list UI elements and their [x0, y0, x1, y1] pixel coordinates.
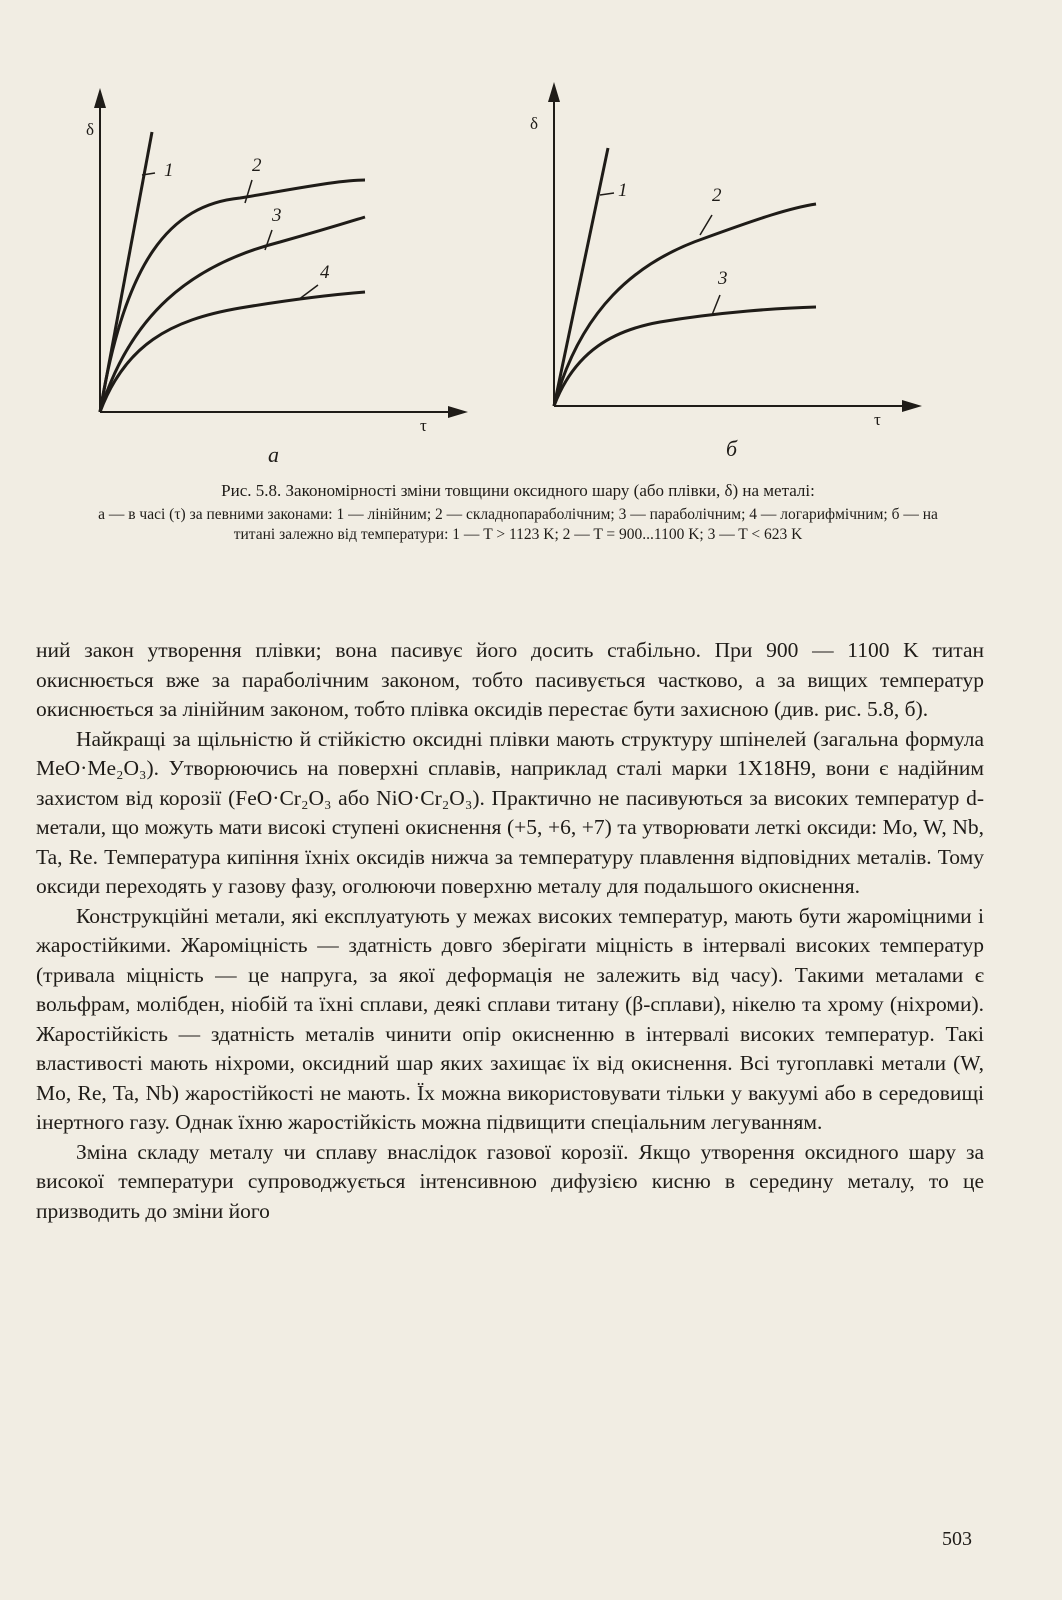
- figure-panel-b: [530, 80, 920, 480]
- y-axis-label: δ: [530, 114, 539, 133]
- curve-1: [554, 148, 608, 406]
- curve-4: [100, 292, 365, 412]
- paragraph: Зміна складу металу чи сплаву внаслідок газової корозії. Якщо утворення оксидного шару за високої температури супроводжується інтенсивною дифузією кисню в середину металу, то це призводить до зміни його: [36, 1139, 984, 1223]
- curve-3-label: 3: [272, 205, 282, 226]
- body-text: [36, 636, 984, 1226]
- curve-3: [554, 307, 816, 406]
- curve-2: [554, 204, 816, 406]
- caption-main: Рис. 5.8. Закономірності зміни товщини оксидного шару (або плівки, δ) на металі:: [221, 481, 815, 500]
- curve-4-label: 4: [320, 262, 330, 283]
- page-number: 503: [942, 1528, 972, 1550]
- figure-panel-a: [80, 80, 460, 480]
- curve-2-label: 2: [252, 155, 262, 176]
- caption-sub: а — в часі (τ) за певними законами: 1 — лінійним; 2 — складнопараболічним; 3 — параболічним; 4 — логарифмічним; б — на титані залежно від температури: 1 — T > 1123 K; 2 — T = 900...1100 K; 3 — T < 623 K: [98, 506, 938, 543]
- graph-b: [540, 80, 920, 480]
- paragraph: ний закон утворення плівки; вона пасивує його досить стабільно. При 900 — 1100 K титан окиснюється вже за параболічним законом, тобто пасивується частково, а за вищих температур окиснюється за лінійним законом, тобто плівка оксидів перестає бути захисною (див. рис. 5.8, б).: [36, 638, 984, 721]
- curve-2-label: 2: [712, 185, 722, 206]
- x-axis-label: τ: [420, 416, 427, 435]
- y-axis-label: δ: [86, 120, 95, 139]
- curve-3: [100, 217, 365, 412]
- curve-1-label: 1: [618, 180, 628, 201]
- figure-caption: [78, 480, 958, 545]
- curve-3-label: 3: [718, 268, 728, 289]
- panel-b-label: б: [726, 436, 738, 461]
- curve-1-label: 1: [164, 160, 174, 181]
- graph-a: [80, 80, 460, 480]
- panel-a-label: а: [268, 442, 279, 467]
- x-axis-label: τ: [874, 410, 881, 429]
- paragraph: Конструкційні метали, які експлуатують у межах високих температур, мають бути жароміцними і жаростійкими. Жароміцність — здатність довго зберігати міцність в інтервалі високих температур (тривала міцність — це напруга, за якої деформація не залежить від часу). Такими металами є вольфрам, молібден, ніобій та їхні сплави, деякі сплави титану (β-сплави), нікелю та хрому (ніхроми). Жаростійкість — здатність металів чинити опір окисненню в інтервалі високих температур. Такі властивості мають ніхроми, оксидний шар яких захищає їх від окиснення. Всі тугоплавкі метали (W, Mo, Re, Ta, Nb) жаростійкості не мають. Їх можна використовувати тільки у вакуумі або в середовищі інертного газу. Однак їхню жаростійкість можна підвищити спеціальним легуванням.: [36, 903, 984, 1134]
- paragraph: Найкращі за щільністю й стійкістю оксидні плівки мають структуру шпінелей (загальна формула MeO·Me₂O₃). Утворюючись на поверхні сплавів, наприклад сталі марки 1X18H9, вони є надійним захистом від корозії (FeO·Cr₂O₃ або NiO·Cr₂O₃). Практично не пасивуються за високих температур d-метали, що можуть мати високі ступені окиснення (+5, +6, +7) та утворювати леткі оксиди: Mo, W, Nb, Ta, Re. Температура кипіння їхніх оксидів нижча за температуру плавлення відповідних металів. Тому оксиди переходять у газову фазу, оголюючи поверхню металу для подальшого окиснення.: [36, 726, 984, 898]
